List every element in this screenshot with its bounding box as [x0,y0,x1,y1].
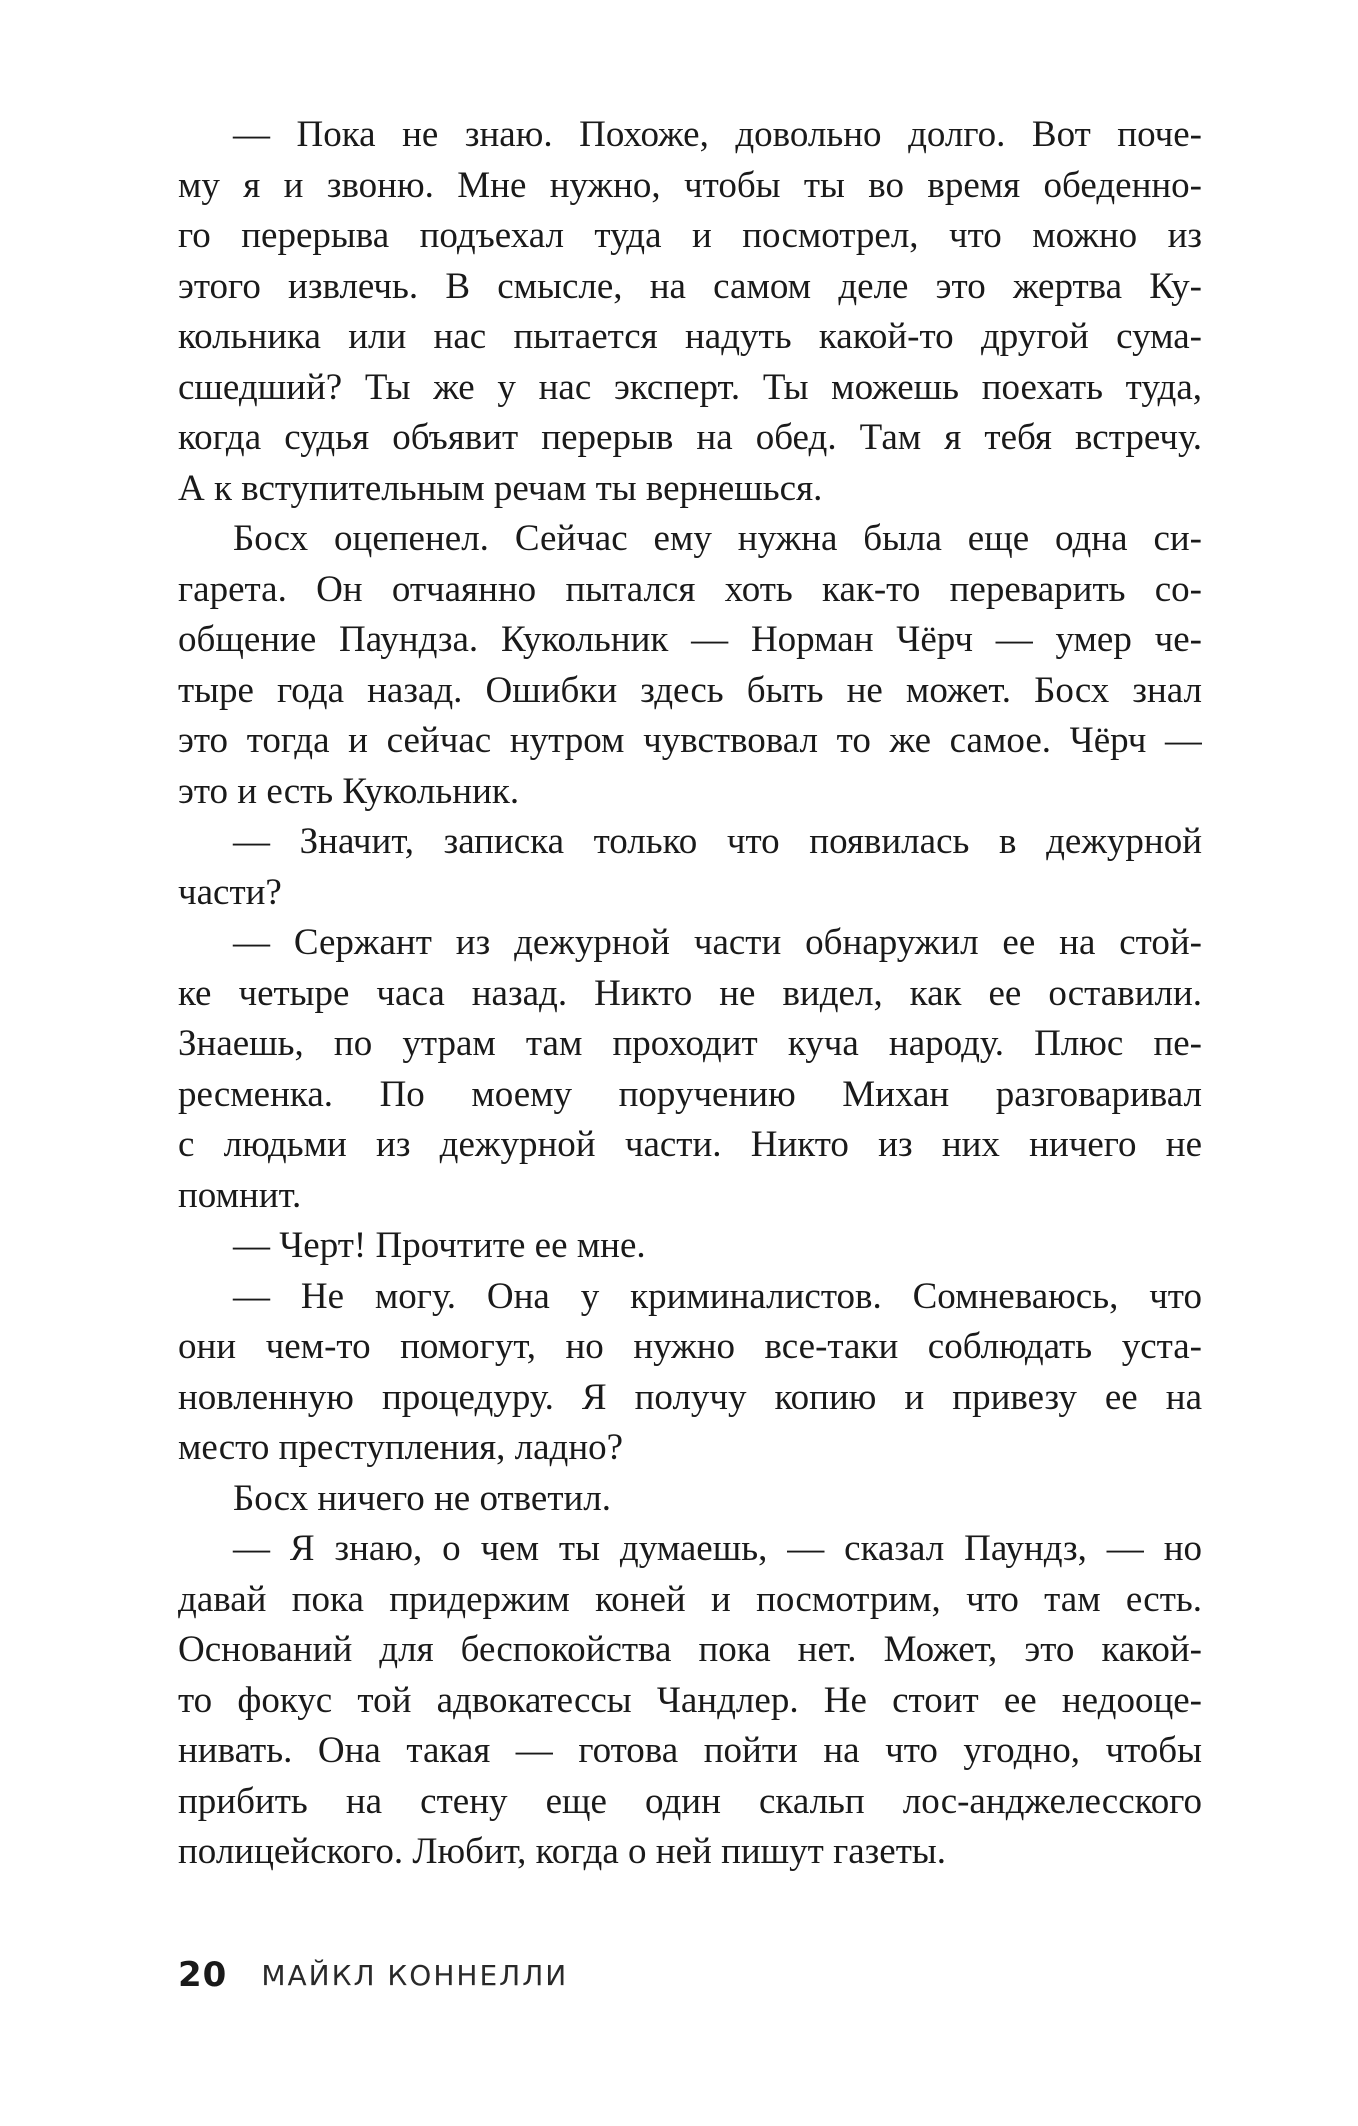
text-line: когда судья объявит перерыв на обед. Там я тебя встречу. [178,417,1202,458]
text-line: — Значит, записка только что появилась в дежурной [233,821,1202,862]
running-head-author: МАЙКЛ КОННЕЛЛИ [261,1958,569,1992]
text-line: это и есть Кукольник. [178,770,520,812]
text-line: этого извлечь. В смысле, на самом деле это жертва Ку- [178,265,1202,307]
text-line: — Черт! Прочтите ее мне. [233,1225,646,1266]
text-line: нивать. Она такая — готова пойти на что угодно, чтобы [178,1730,1202,1771]
text-line: они чем-то помогут, но нужно все-таки соблюдать уста- [178,1326,1202,1367]
text-line: ке четыре часа назад. Никто не видел, как ее оставили. [178,972,1202,1014]
text-line: — Сержант из дежурной части обнаружил ее на стой- [233,922,1202,963]
text-line: новленную процедуру. Я получу копию и привезу ее на [178,1376,1202,1418]
page-footer [178,1950,568,2000]
text-line: ресменка. По моему поручению Михан разговаривал [178,1073,1202,1115]
text-line: — Пока не знаю. Похоже, довольно долго. Вот поче- [233,114,1202,155]
text-line: гарета. Он отчаянно пытался хоть как-то переварить со- [178,568,1202,610]
text-line: Босх ничего не ответил. [233,1477,612,1519]
text-line: Оснований для беспокойства пока нет. Может, это какой- [178,1629,1202,1670]
text-line: давай пока придержим коней и посмотрим, что там есть. [178,1578,1202,1620]
text-line: части? [178,871,282,913]
text-line: общение Паундза. Кукольник — Норман Чёрч — умер че- [178,619,1202,660]
text-line: А к вступительным речам ты вернешься. [178,467,823,509]
text-line: помнит. [178,1174,302,1216]
text-line: му я и звоню. Мне нужно, чтобы ты во время обеденно- [178,164,1202,206]
text-line: Знаешь, по утрам там проходит куча народу. Плюс пе- [178,1023,1202,1064]
text-line: с людьми из дежурной части. Никто из них ничего не [178,1124,1202,1165]
text-line: полицейского. Любит, когда о ней пишут газеты. [178,1831,947,1872]
text-line: сшедший? Ты же у нас эксперт. Ты можешь поехать туда, [178,366,1202,408]
text-line: Босх оцепенел. Сейчас ему нужна была еще одна си- [233,518,1202,559]
text-line: то фокус той адвокатессы Чандлер. Не стоит ее недооце- [178,1679,1202,1721]
text-line: прибить на стену еще один скальп лос-анджелесского [178,1780,1202,1822]
text-line: место преступления, ладно? [178,1427,624,1468]
text-line: тыре года назад. Ошибки здесь быть не может. Босх знал [178,669,1202,711]
page-number: 20 [178,1955,228,1995]
text-line: кольника или нас пытается надуть какой-то другой сума- [178,316,1202,357]
text-line: го перерыва подъехал туда и посмотрел, что можно из [178,215,1202,256]
text-line: это тогда и сейчас нутром чувствовал то же самое. Чёрч — [178,720,1202,761]
text-line: — Не могу. Она у криминалистов. Сомневаюсь, что [233,1275,1202,1317]
text-line: — Я знаю, о чем ты думаешь, — сказал Паундз, — но [233,1528,1202,1569]
page-body [178,110,1202,1878]
